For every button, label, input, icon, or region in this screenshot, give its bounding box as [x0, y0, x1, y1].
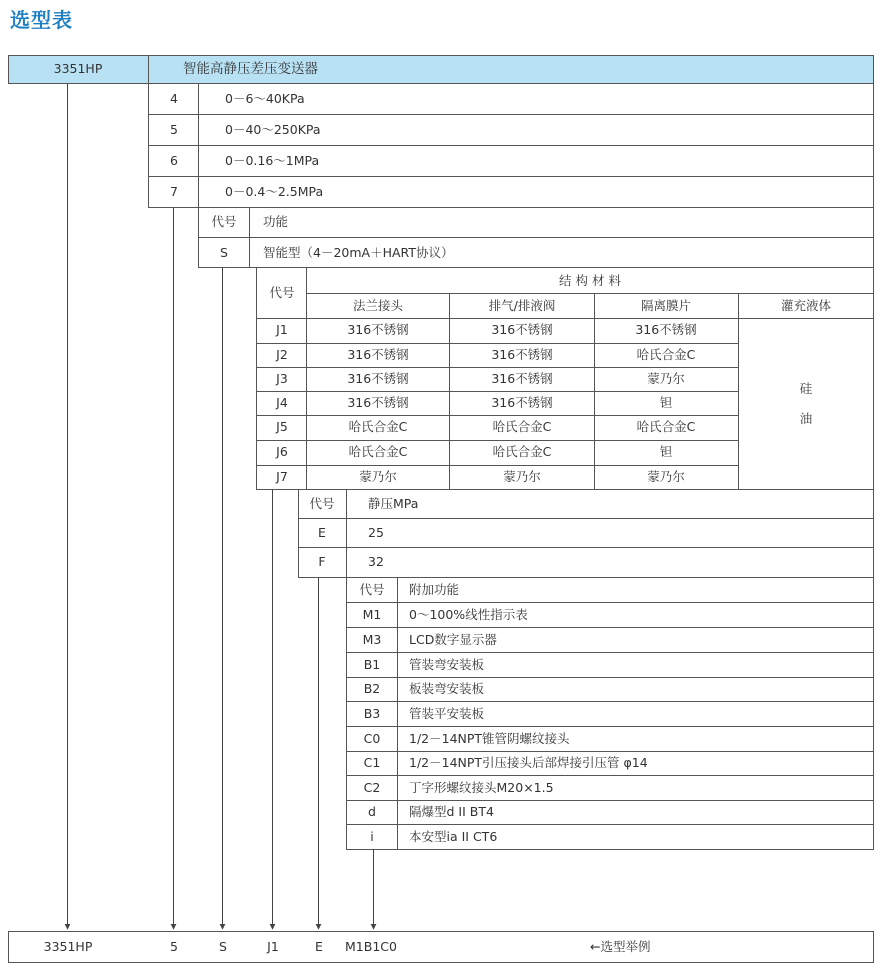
fill-liquid-line2: 油 — [799, 411, 813, 426]
material-column-header: 排气/排液阀 — [488, 298, 556, 313]
range-text: 0－0.16～1MPa — [225, 153, 320, 168]
example-material: J1 — [267, 939, 279, 954]
pressure-code-header: 代号 — [309, 496, 335, 511]
example-pressure: E — [315, 939, 323, 954]
pressure-value: 25 — [368, 525, 384, 540]
material-cell: 哈氏合金C — [348, 419, 408, 434]
function-text: 智能型（4－20mA＋HART协议） — [263, 245, 454, 260]
example-function: S — [219, 939, 227, 954]
option-code: d — [368, 804, 376, 819]
function-header: 功能 — [263, 214, 289, 229]
material-group-header: 结 构 材 料 — [559, 273, 621, 288]
page-title: 选型表 — [10, 8, 73, 32]
option-code: C2 — [363, 780, 381, 795]
option-code: B3 — [363, 706, 381, 721]
material-column-header: 法兰接头 — [352, 298, 404, 313]
option-text: 管装弯安装板 — [409, 657, 485, 672]
options-header: 附加功能 — [409, 582, 460, 597]
material-cell: 316不锈钢 — [491, 371, 553, 386]
material-code: J5 — [276, 419, 288, 434]
material-cell: 316不锈钢 — [491, 395, 553, 410]
material-cell: 蒙乃尔 — [503, 469, 541, 484]
option-text: 丁字形螺纹接头M20×1.5 — [409, 780, 554, 795]
range-code: 7 — [170, 184, 178, 199]
example-label: ←选型举例 — [590, 939, 651, 954]
material-cell: 钽 — [659, 395, 673, 410]
material-code: J4 — [276, 395, 288, 410]
pressure-value: 32 — [368, 554, 384, 569]
option-code: M1 — [362, 607, 382, 622]
pressure-code: E — [318, 525, 326, 540]
option-code: C1 — [363, 755, 381, 770]
material-code: J7 — [276, 469, 288, 484]
fill-liquid-line1: 硅 — [799, 381, 813, 396]
option-text: 1/2－14NPT引压接头后部焊接引压管 φ14 — [409, 755, 648, 770]
option-text: 1/2－14NPT锥管阴螺纹接头 — [409, 731, 570, 746]
option-code: B1 — [363, 657, 381, 672]
material-cell: 哈氏合金C — [348, 444, 408, 459]
material-cell: 蒙乃尔 — [359, 469, 397, 484]
model-code: 3351HP — [53, 61, 103, 76]
function-code-header: 代号 — [211, 214, 237, 229]
material-code: J3 — [276, 371, 288, 386]
material-cell: 蒙乃尔 — [647, 469, 685, 484]
option-code: M3 — [362, 632, 382, 647]
pressure-code: F — [318, 554, 326, 569]
range-code: 5 — [170, 122, 178, 137]
range-code: 4 — [170, 91, 178, 106]
example-model: 3351HP — [43, 939, 93, 954]
material-column-header: 灌充液体 — [780, 298, 832, 313]
option-text: 0～100%线性指示表 — [409, 607, 528, 622]
material-code: J6 — [276, 444, 288, 459]
material-code-header: 代号 — [269, 285, 295, 300]
option-code: C0 — [363, 731, 381, 746]
range-text: 0－6～40KPa — [225, 91, 305, 106]
material-cell: 哈氏合金C — [636, 419, 696, 434]
material-cell: 316不锈钢 — [347, 371, 409, 386]
option-text: LCD数字显示器 — [409, 632, 497, 647]
pressure-header: 静压MPa — [368, 496, 419, 511]
material-code: J1 — [276, 322, 288, 337]
function-code: S — [220, 245, 228, 260]
material-cell: 蒙乃尔 — [647, 371, 685, 386]
range-text: 0－40～250KPa — [225, 122, 321, 137]
material-cell: 316不锈钢 — [347, 347, 409, 362]
material-cell: 哈氏合金C — [636, 347, 696, 362]
option-text: 隔爆型d II BT4 — [409, 804, 494, 819]
material-cell: 316不锈钢 — [491, 322, 553, 337]
option-text: 板装弯安装板 — [409, 681, 485, 696]
material-cell: 哈氏合金C — [492, 419, 552, 434]
material-column-header: 隔离膜片 — [640, 298, 692, 313]
range-code: 6 — [170, 153, 178, 168]
option-text: 管装平安装板 — [409, 706, 485, 721]
example-options: M1B1C0 — [345, 939, 397, 954]
example-range: 5 — [170, 939, 178, 954]
option-code: i — [370, 829, 374, 844]
product-name: 智能高静压差压变送器 — [183, 61, 318, 77]
option-text: 本安型ia II CT6 — [409, 829, 498, 844]
material-cell: 316不锈钢 — [347, 395, 409, 410]
option-code: B2 — [363, 681, 381, 696]
material-cell: 316不锈钢 — [491, 347, 553, 362]
material-cell: 钽 — [659, 444, 673, 459]
material-cell: 316不锈钢 — [635, 322, 697, 337]
range-text: 0－0.4～2.5MPa — [225, 184, 324, 199]
material-code: J2 — [276, 347, 288, 362]
material-cell: 哈氏合金C — [492, 444, 552, 459]
material-cell: 316不锈钢 — [347, 322, 409, 337]
options-code-header: 代号 — [359, 582, 385, 597]
